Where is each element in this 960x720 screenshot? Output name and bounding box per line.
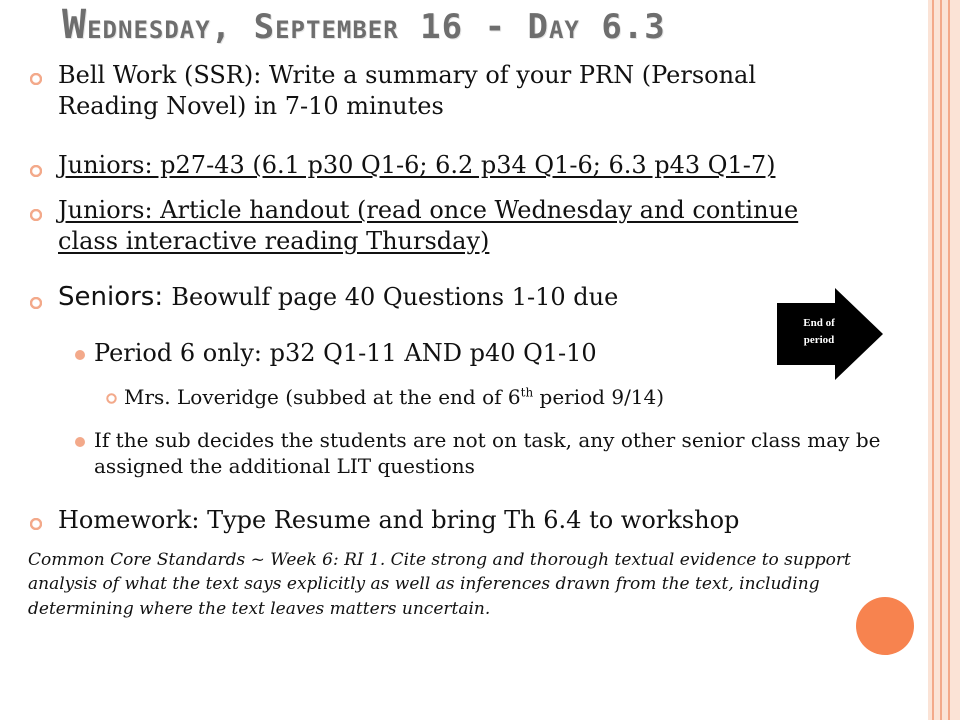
title-initial: W <box>62 2 88 48</box>
sun-bullet-icon <box>30 165 42 177</box>
seniors-item <box>58 281 858 314</box>
sun-bullet-icon <box>30 73 42 85</box>
orange-circle-decoration <box>856 597 914 655</box>
loveridge-superscript: th <box>520 385 534 400</box>
juniors-article-item: Juniors: Article handout (read once Wednesday and continue class interactive reading Thursday) <box>58 196 799 255</box>
homework-item: Homework: Type Resume and bring Th 6.4 to workshop <box>58 506 740 534</box>
end-of-period-callout <box>777 288 885 380</box>
common-core-standards: Common Core Standards ~ Week 6: RI 1. Cite strong and thorough textual evidence to support analysis of what the text says explicitly as well as inferences drawn from the text, including determining where the text leaves matters uncertain. <box>28 550 851 619</box>
seniors-text: Beowulf page 40 Questions 1-10 due <box>171 283 619 311</box>
seniors-label: Seniors: <box>58 282 172 312</box>
loveridge-text: Mrs. Loveridge (subbed at the end of 6 <box>124 385 521 409</box>
bell-work-item: Bell Work (SSR): Write a summary of your PRN (Personal Reading Novel) in 7-10 minutes <box>58 61 757 120</box>
sun-bullet-icon <box>30 297 42 309</box>
sun-bullet-icon <box>30 518 42 530</box>
loveridge-item <box>124 385 884 411</box>
sun-bullet-icon <box>106 393 117 404</box>
callout-label <box>789 315 849 348</box>
loveridge-text-end: period 9/14) <box>533 385 665 409</box>
callout-label-line-1: End of <box>803 317 835 329</box>
title-rest: ednesday, September 16 - Day 6.3 <box>87 7 666 47</box>
sub-note-item: If the sub decides the students are not on task, any other senior class may be assigned the additional LIT questions <box>94 428 881 478</box>
callout-label-line-2: period <box>803 333 835 346</box>
period-6-item: Period 6 only: p32 Q1-11 AND p40 Q1-10 <box>94 339 597 367</box>
juniors-pages-item: Juniors: p27-43 (6.1 p30 Q1-6; 6.2 p34 Q1-6; 6.3 p43 Q1-7) <box>58 151 776 179</box>
sun-bullet-icon <box>30 209 42 221</box>
dot-bullet-icon <box>75 350 85 360</box>
dot-bullet-icon <box>75 437 85 447</box>
